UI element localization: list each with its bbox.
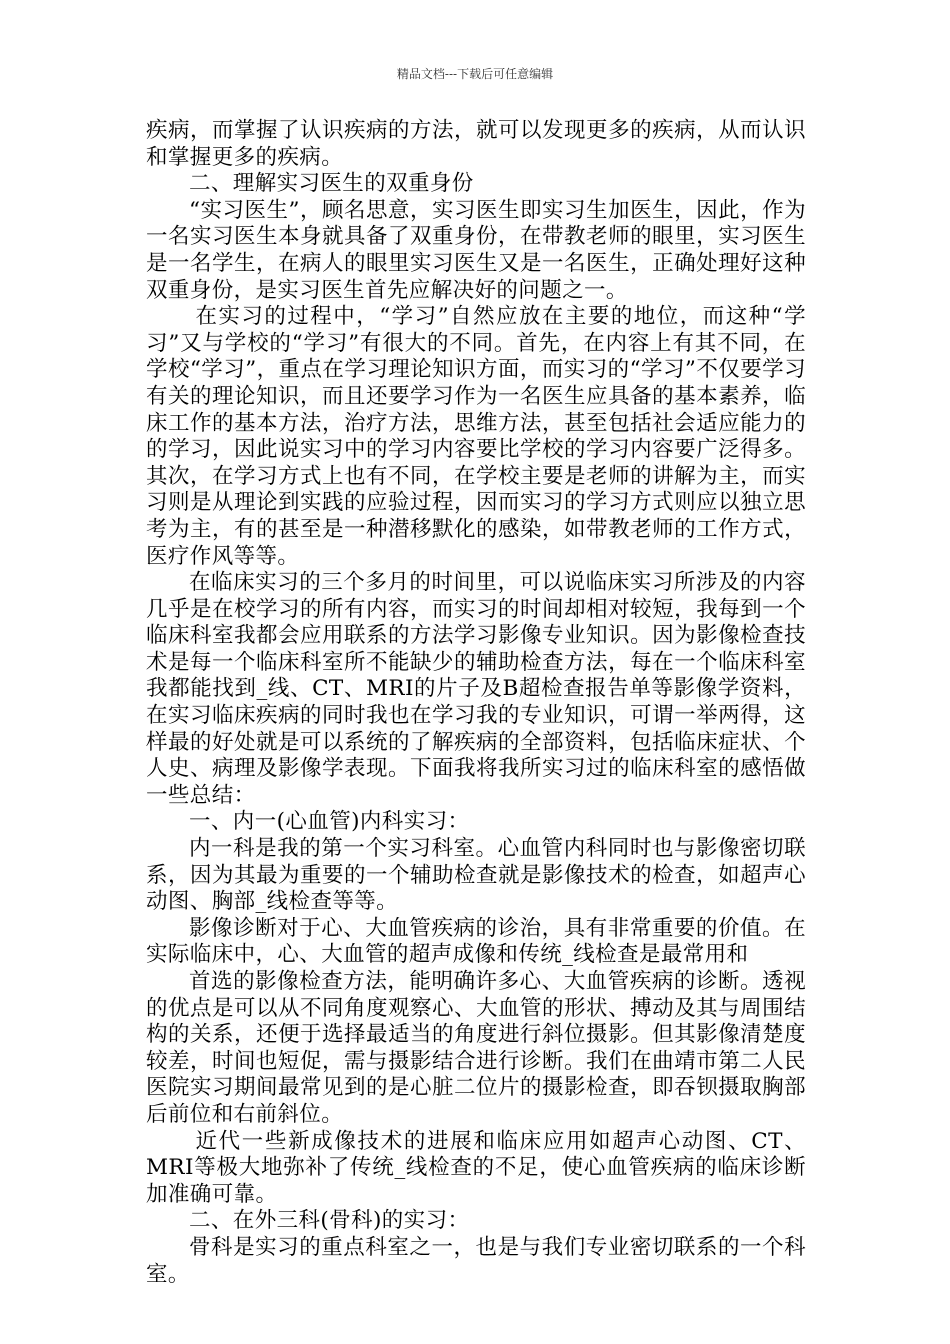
document-body [146,118,806,1288]
section-heading-orthopedics: 二、在外三科(骨科)的实习： [189,1208,470,1234]
paragraph-continuation: 疾病，而掌握了认识疾病的方法，就可以发现更多的疾病，从而认识和掌握更多的疾病。 [146,118,806,170]
paragraph-orthopedics-intro: 骨科是实习的重点科室之一，也是与我们专业密切联系的一个科室。 [146,1234,806,1287]
paragraph-imaging-diagnosis: 影像诊断对于心、大血管疾病的诊治，具有非常重要的价值。在实际临床中，心、大血管的超声成像和传统_线检查是最常用和 [146,915,806,968]
paragraph-preferred-imaging: 首选的影像检查方法，能明确许多心、大血管疾病的诊断。透视的优点是可以从不同角度观察心、大血管的形状、搏动及其与周围结构的关系，还便于选择最适当的角度进行斜位摄影。但其影像清楚度较差，时间也短促，需与摄影结合进行诊断。我们在曲靖市第二人民医院实习期间最常见到的是心脏二位片的摄影检查，即吞钡摄取胸部后前位和右前斜位。 [146,969,806,1127]
paragraph-clinical-internship: 在临床实习的三个多月的时间里，可以说临床实习所涉及的内容几乎是在校学习的所有内容，而实习的时间却相对较短，我每到一个临床科室我都会应用联系的方法学习影像专业知识。因为影像检查技术是每一个临床科室所不能缺少的辅助检查方法，每在一个临床科室我都能找到_线、CT、MRI的片子及B超检查报告单等影像学资料，在实习临床疾病的同时我也在学习我的专业知识，可谓一举两得，这样最的好处就是可以系统的了解疾病的全部资料，包括临床症状、个人史、病理及影像学表现。下面我将我所实习过的临床科室的感悟做一些总结： [146,570,806,808]
section-heading-dual-identity: 二、理解实习医生的双重身份 [189,171,474,197]
paragraph-learning-process: 在实习的过程中，“学习”自然应放在主要的地位，而这种“学习”又与学校的“学习”有很大的不同。首先，在内容上有其不同，在学校“学习”，重点在学习理论知识方面，而实习的“学习”不仅要学习有关的理论知识，而且还要学习作为一名医生应具备的基本素养，临床工作的基本方法，治疗方法，思维方法，甚至包括社会适应能力的的学习，因此说实习中的学习内容要比学校的学习内容要广泛得多。其次，在学习方式上也有不同，在学校主要是老师的讲解为主，而实习则是从理论到实践的应验过程，因而实习的学习方式则应以独立思考为主，有的甚至是一种潜移默化的感染，如带教老师的工作方式，医疗作风等等。 [146,304,806,569]
paragraph-intern-doctor: “实习医生”，顾名思意，实习医生即实习生加医生，因此，作为一名实习医生本身就具备了双重身份，在带教老师的眼里，实习医生是一名学生，在病人的眼里实习医生又是一名医生，正确处理好这种双重身份，是实习医生首先应解决好的问题之一。 [146,197,806,303]
paragraph-cardiology-intro: 内一科是我的第一个实习科室。心血管内科同时也与影像密切联系，因为其最为重要的一个辅助检查就是影像技术的检查，如超声心动图、胸部_线检查等等。 [146,836,806,915]
page-header: 精品文档---下载后可任意编辑 [396,67,554,81]
section-heading-cardiology: 一、内一(心血管)内科实习： [189,809,470,835]
paragraph-modern-imaging: 近代一些新成像技术的进展和临床应用如超声心动图、CT、MRI等极大地弥补了传统_线检查的不足，使心血管疾病的临床诊断加准确可靠。 [146,1128,806,1207]
